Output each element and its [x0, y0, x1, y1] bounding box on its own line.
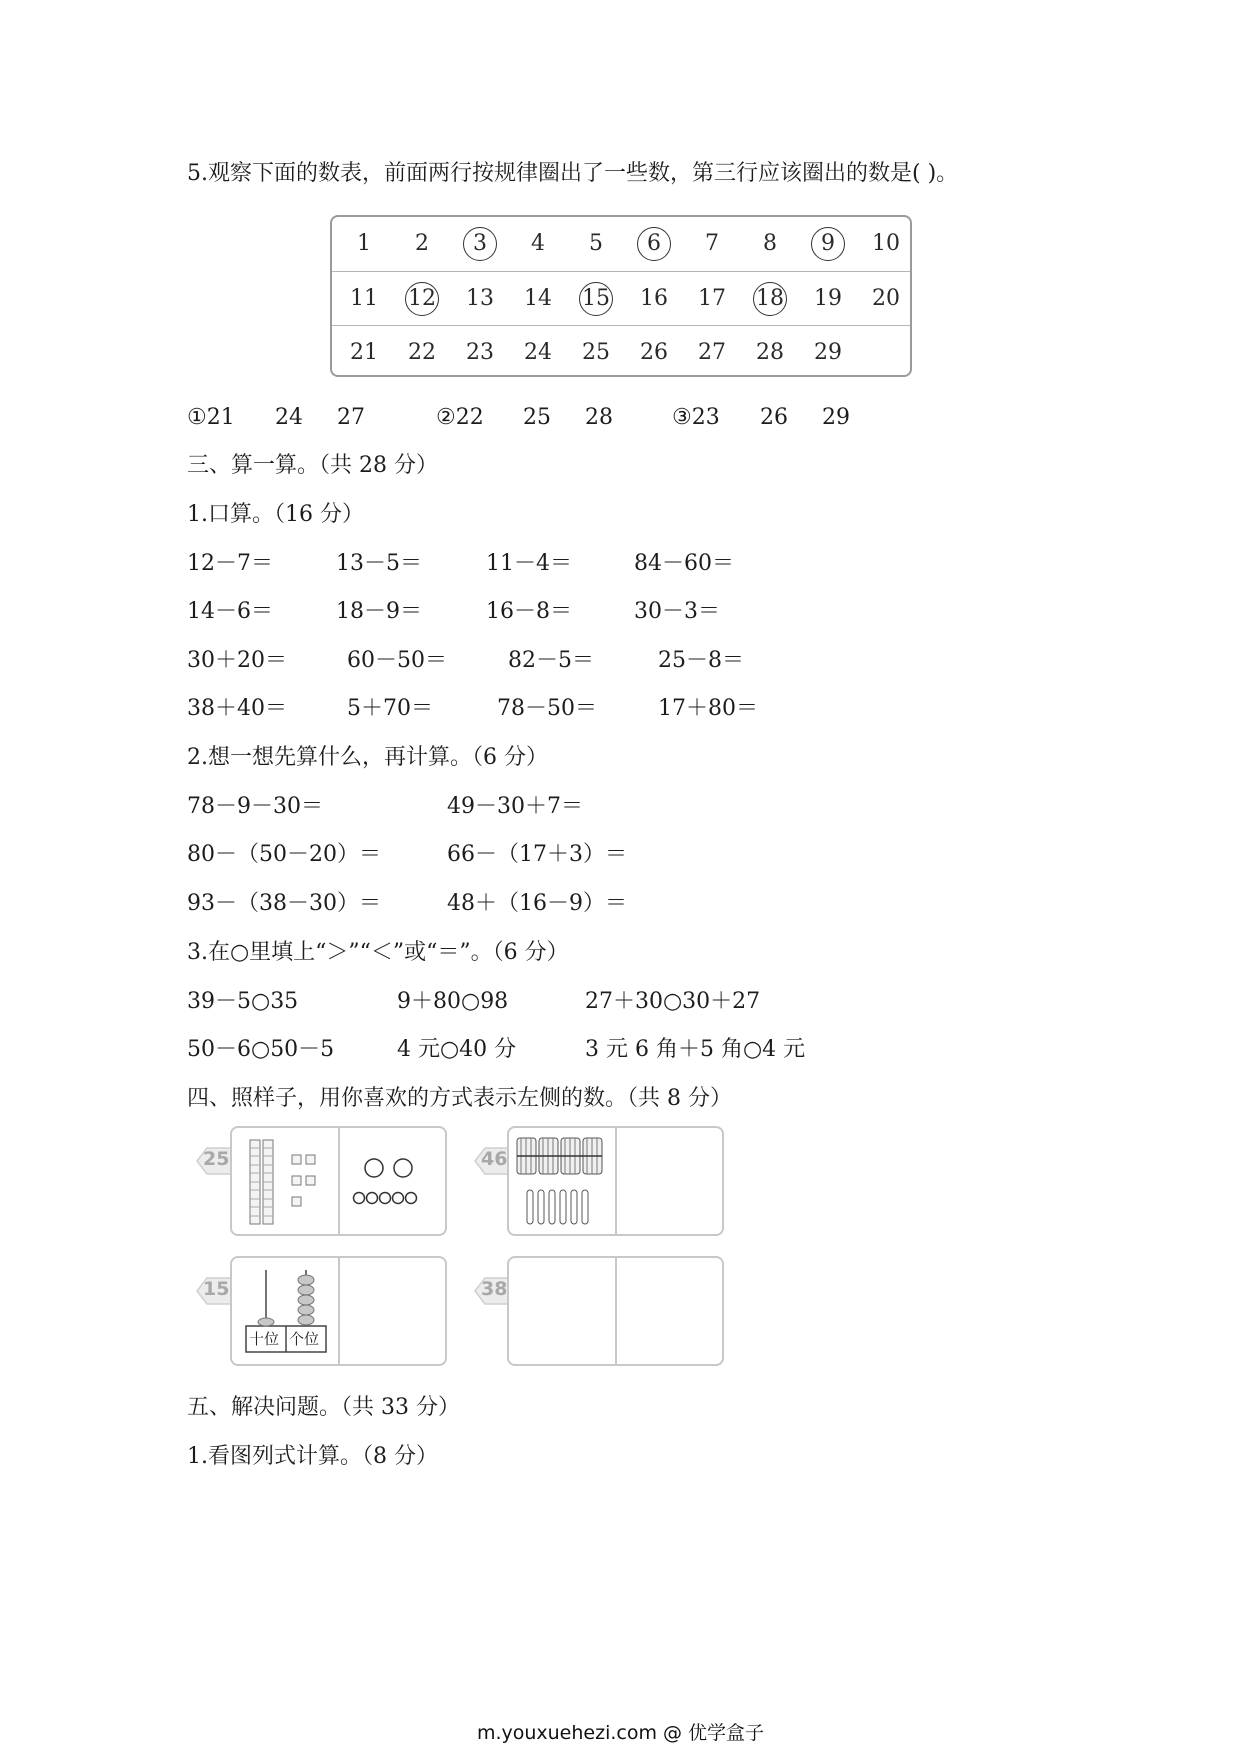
- cell-number: 14: [524, 286, 552, 311]
- table-cell: [741, 217, 799, 271]
- table-cell: [683, 326, 741, 380]
- place-value-card-38[interactable]: [507, 1256, 724, 1366]
- table-cell: [567, 272, 625, 326]
- q5-prompt: 5.观察下面的数表，前面两行按规律圈出了一些数，第三行应该圈出的数是( )。: [187, 161, 959, 186]
- card-number: 15: [203, 1278, 230, 1300]
- table-cell: [451, 326, 509, 380]
- card-number: 25: [203, 1148, 230, 1170]
- cell-number: 12: [408, 286, 436, 311]
- table-cell: [335, 217, 393, 271]
- q1-title: 1.看图列式计算。（8 分）: [187, 1444, 438, 1469]
- q5-option-3[interactable]: [672, 404, 720, 432]
- order-problem: 93－（38－30）＝: [187, 891, 381, 916]
- card-number: 46: [481, 1148, 508, 1170]
- cell-number: 20: [872, 286, 900, 311]
- abacus-label-tens: 十位: [249, 1330, 280, 1348]
- table-cell: [393, 326, 451, 380]
- table-cell: [683, 217, 741, 271]
- table-cell: [857, 217, 915, 271]
- table-cell: [451, 217, 509, 271]
- option-value: 21: [206, 405, 235, 430]
- section3-title: 三、算一算。（共 28 分）: [187, 453, 438, 478]
- compare-title: 3.在○里填上“＞”“＜”或“＝”。（6 分）: [187, 940, 569, 965]
- table-cell: [509, 217, 567, 271]
- option-value: 22: [455, 405, 484, 430]
- place-value-card-46: [507, 1126, 724, 1236]
- oral-problem: 12－7＝: [187, 551, 273, 576]
- compare-problem: 4 元○40 分: [397, 1037, 517, 1062]
- circle-mark: [753, 282, 787, 316]
- cell-number: 3: [473, 231, 487, 256]
- cell-number: 24: [524, 340, 552, 365]
- table-cell: [799, 272, 857, 326]
- oral-problem: 18－9＝: [336, 599, 422, 624]
- option-mark: ②: [436, 405, 456, 430]
- order-title: 2.想一想先算什么，再计算。（6 分）: [187, 745, 548, 770]
- table-cell: [335, 272, 393, 326]
- place-value-card-25: [230, 1126, 447, 1236]
- oral-problem: 14－6＝: [187, 599, 273, 624]
- oral-problem: 13－5＝: [336, 551, 422, 576]
- cell-number: 11: [350, 286, 378, 311]
- compare-problem: 39－5○35: [187, 989, 299, 1014]
- order-problem: 48＋（16－9）＝: [447, 891, 627, 916]
- abacus-icon: [232, 1258, 336, 1364]
- oral-problem: 30＋20＝: [187, 648, 287, 673]
- place-value-card-15: [230, 1256, 447, 1366]
- table-cell: [625, 272, 683, 326]
- table-cell: [799, 217, 857, 271]
- q5-option-2[interactable]: [436, 404, 484, 432]
- cell-number: 27: [698, 340, 726, 365]
- table-cell: [509, 326, 567, 380]
- cell-number: 29: [814, 340, 842, 365]
- option-value: 23: [691, 405, 720, 430]
- cell-number: 18: [756, 286, 784, 311]
- number-table-row-2: [332, 271, 910, 326]
- circle-mark: [637, 227, 671, 261]
- cell-number: 22: [408, 340, 436, 365]
- circle-mark: [463, 227, 497, 261]
- table-cell: [451, 272, 509, 326]
- circle-mark: [811, 227, 845, 261]
- cell-number: 10: [872, 231, 900, 256]
- cell-number: 2: [415, 231, 429, 256]
- circles-representation-icon: [340, 1128, 446, 1234]
- cell-number: 26: [640, 340, 668, 365]
- number-table-row-1: [332, 217, 910, 271]
- cell-number: 7: [705, 231, 719, 256]
- option-value: 28: [585, 405, 613, 430]
- table-cell: [509, 272, 567, 326]
- q5-option-1[interactable]: [187, 404, 235, 432]
- number-table: [330, 215, 912, 377]
- stick-bundles-icon: [509, 1128, 613, 1234]
- oral-problem: 25－8＝: [658, 648, 744, 673]
- table-cell: [393, 217, 451, 271]
- table-cell: [683, 272, 741, 326]
- tens-rods-and-cubes-icon: [232, 1128, 336, 1234]
- oral-title: 1.口算。（16 分）: [187, 502, 364, 527]
- cell-number: 23: [466, 340, 494, 365]
- compare-problem: 27＋30○30＋27: [585, 989, 761, 1014]
- option-value: 25: [523, 405, 551, 430]
- table-cell: [799, 326, 857, 380]
- cell-number: 17: [698, 286, 726, 311]
- oral-problem: 84－60＝: [634, 551, 734, 576]
- section5-title: 五、解决问题。（共 33 分）: [187, 1395, 460, 1420]
- oral-problem: 16－8＝: [486, 599, 572, 624]
- card-number: 38: [481, 1278, 508, 1300]
- compare-problem: 3 元 6 角＋5 角○4 元: [585, 1037, 806, 1062]
- oral-problem: 11－4＝: [486, 551, 572, 576]
- compare-problem: 9＋80○98: [397, 989, 509, 1014]
- option-value: 27: [337, 405, 365, 430]
- cell-number: 5: [589, 231, 603, 256]
- order-problem: 66－（17＋3）＝: [447, 842, 627, 867]
- cell-number: 13: [466, 286, 494, 311]
- cell-number: 19: [814, 286, 842, 311]
- compare-problem: 50－6○50－5: [187, 1037, 335, 1062]
- table-cell: [741, 272, 799, 326]
- cell-number: 9: [821, 231, 835, 256]
- option-mark: ③: [672, 405, 692, 430]
- option-value: 24: [275, 405, 303, 430]
- circle-mark: [405, 282, 439, 316]
- oral-problem: 5＋70＝: [347, 696, 433, 721]
- cell-number: 21: [350, 340, 378, 365]
- abacus-label-ones: 个位: [289, 1330, 320, 1348]
- order-problem: 80－（50－20）＝: [187, 842, 381, 867]
- oral-problem: 82－5＝: [508, 648, 594, 673]
- section4-title: 四、照样子，用你喜欢的方式表示左侧的数。（共 8 分）: [187, 1086, 732, 1111]
- site-footer: m.youxuehezi.com @ 优学盒子: [476, 1722, 765, 1744]
- oral-problem: 17＋80＝: [658, 696, 758, 721]
- oral-problem: 38＋40＝: [187, 696, 287, 721]
- number-table-row-3: [332, 325, 910, 380]
- table-cell: [625, 217, 683, 271]
- circle-mark: [579, 282, 613, 316]
- table-cell: [335, 326, 393, 380]
- cell-number: 8: [763, 231, 777, 256]
- table-cell: [741, 326, 799, 380]
- cell-number: 25: [582, 340, 610, 365]
- cell-number: 16: [640, 286, 668, 311]
- oral-problem: 78－50＝: [497, 696, 597, 721]
- cell-number: 28: [756, 340, 784, 365]
- option-value: 29: [822, 405, 850, 430]
- option-value: 26: [760, 405, 788, 430]
- table-cell: [567, 217, 625, 271]
- table-cell: [393, 272, 451, 326]
- cell-number: 15: [582, 286, 610, 311]
- oral-problem: 30－3＝: [634, 599, 720, 624]
- order-problem: 78－9－30＝: [187, 794, 323, 819]
- table-cell: [625, 326, 683, 380]
- cell-number: 6: [647, 231, 661, 256]
- cell-number: 1: [357, 231, 371, 256]
- option-mark: ①: [187, 405, 207, 430]
- table-cell: [567, 326, 625, 380]
- oral-problem: 60－50＝: [347, 648, 447, 673]
- table-cell: [857, 272, 915, 326]
- order-problem: 49－30＋7＝: [447, 794, 583, 819]
- cell-number: 4: [531, 231, 545, 256]
